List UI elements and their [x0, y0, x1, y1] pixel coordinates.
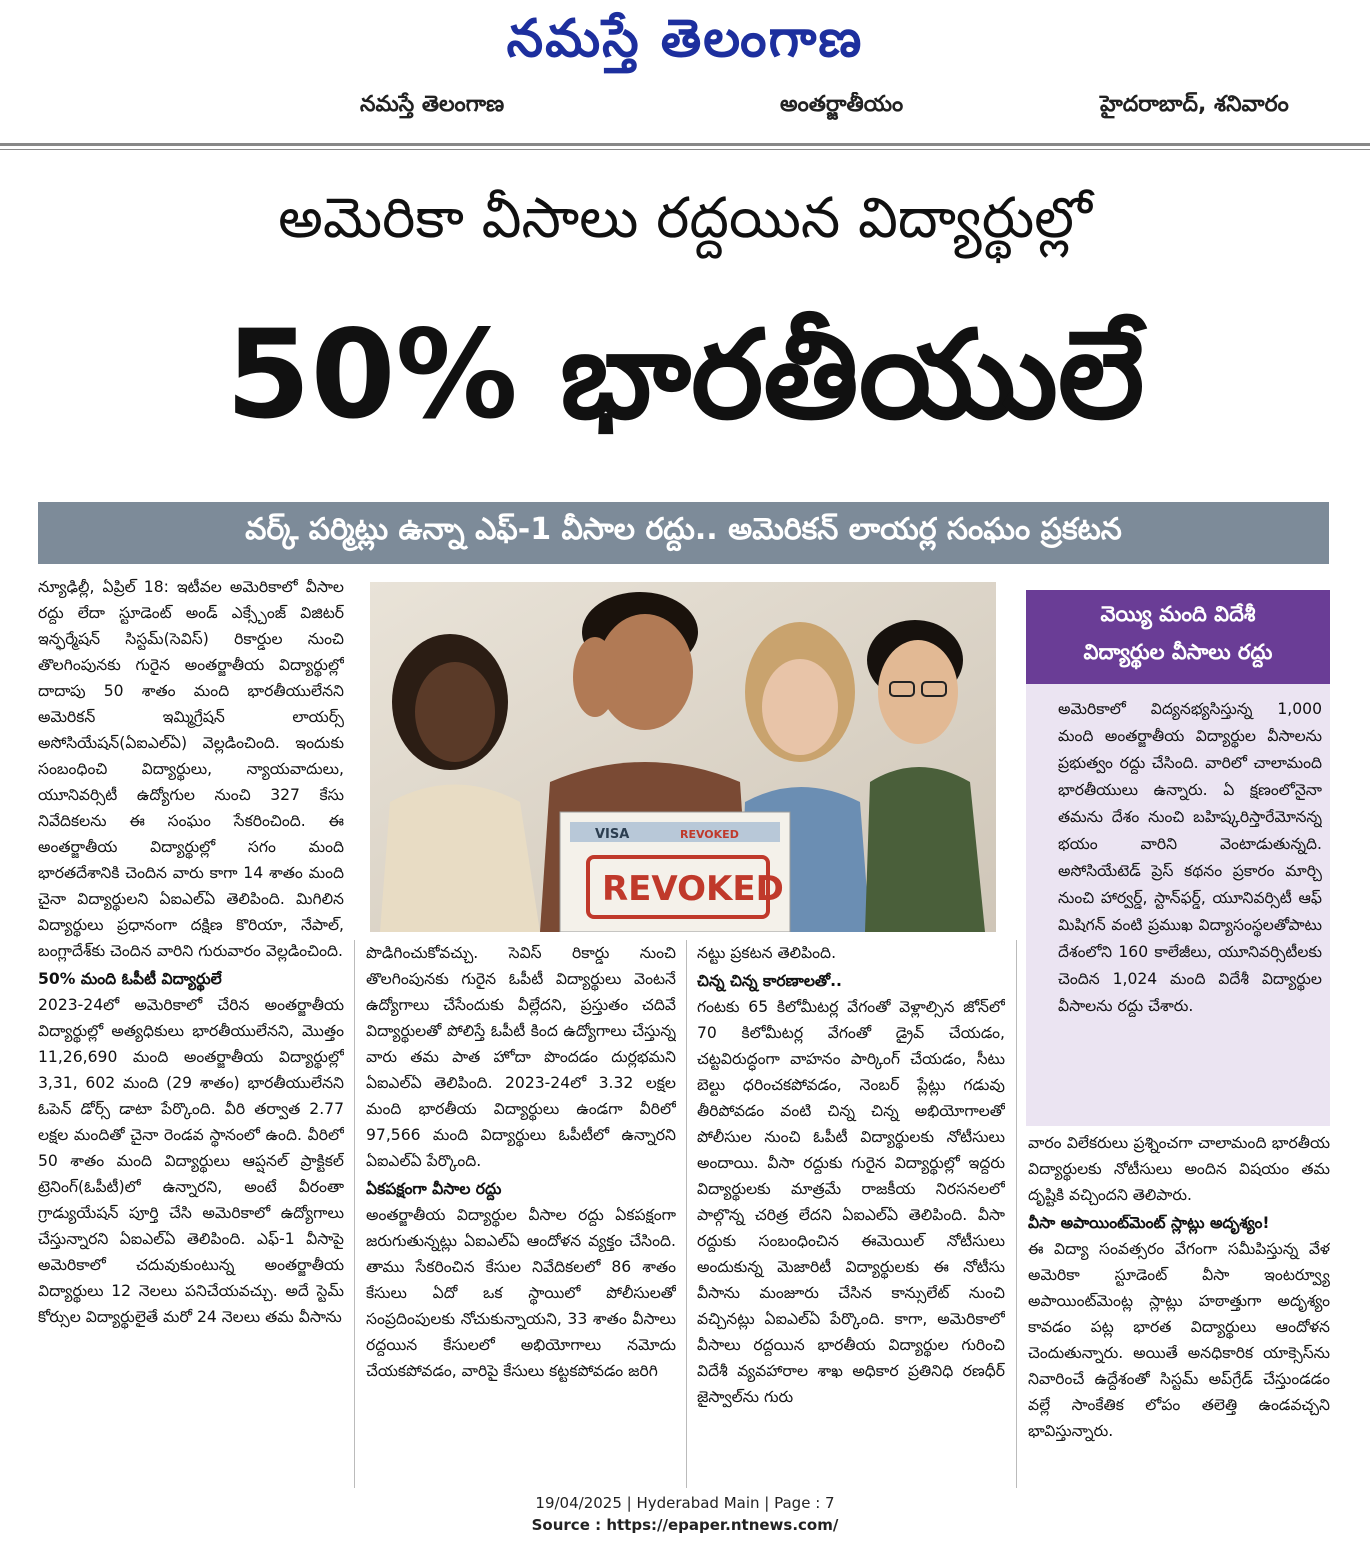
subheading: వీసా అపాయింట్‌మెంట్ స్లాట్లు అదృశ్యం!	[1028, 1214, 1270, 1232]
newspaper-logo: నమస్తే తెలంగాణ	[506, 8, 864, 69]
sidebar-heading-line-2: విద్యార్థుల వీసాలు రద్దు	[1083, 640, 1273, 664]
paragraph: 2023-24లో అమెరికాలో చేరిన అంతర్జాతీయ విద్యార్థుల్లో అత్యధికులు భారతీయులేనని, మొత్తం 11,26,690 మంది అంతర్జాతీయ విద్యార్థుల్లో 3,31, 602 మంది (29 శాతం) భారతీయులేనని ఓపెన్ డోర్స్ డాటా పేర్కొంది. వీరి తర్వాత 2.77 లక్షల మందితో చైనా రెండవ స్థానంలో ఉంది. వీరిలో 50 శాతం మంది విద్యార్థులు ఆప్షనల్ ప్రాక్టికల్ ట్రెనింగ్(ఓపీటీ)లో ఉన్నారని, అంటే వీరంతా గ్రాడ్యుయేషన్ పూర్తి చేసి అమెరికాలో ఉద్యోగాలు చేస్తున్నారని ఏఐఎల్ఏ తెలిపింది. ఎఫ్-1 వీసాపై అమెరికాలో చదువుకుంటున్న అంతర్జాతీయ విద్యార్థులు 12 నెలలు పనిచేయవచ్చు. అదే స్టెమ్ కోర్సుల విద్యార్థులైతే మరో 24 నెలలు తమ వీసాను	[38, 996, 344, 1326]
section-strip	[0, 92, 1370, 122]
subheading: ఏకపక్షంగా వీసాల రద్దు	[366, 1180, 502, 1198]
paragraph: గంటకు 65 కిలోమీటర్ల వేగంతో వెళ్లాల్సిన జోన్‌లో 70 కిలోమీటర్ల వేగంతో డ్రైవ్ చేయడం, చట్టవిరుద్ధంగా వాహనం పార్కింగ్ చేయడం, సీటు బెల్టు ధరించకపోవడం, నెంబర్ ప్లేట్లు గడువు తీరిపోవడం వంటి చిన్న చిన్న అభియోగాలతో పోలీసుల నుంచి ఓపీటీ విద్యార్థులకు నోటీసులు అందాయి. వీసా రద్దుకు గురైన విద్యార్థుల్లో ఇద్దరు విద్యార్థులకు మాత్రమే రాజకీయ నిరసనలలో పాల్గొన్న చరిత్ర లేదని ఏఐఎల్ఏ తెలిపింది. వీసా రద్దుకు సంబంధించిన ఈమెయిల్ నోటీసులు అందుకున్న మెజారిటీ విద్యార్థులకు ఈ నోటీసు వీసాను మంజూరు చేసిన కాన్సులేట్ నుంచి వచ్చినట్లు ఏఐఎల్ఏ పేర్కొంది. కాగా, అమెరికాలో వీసాలు రద్దయిన భారతీయ విద్యార్థుల గురించి విదేశీ వ్యవహారాల శాఖ అధికార ప్రతినిధి రణధీర్ జైస్వాల్‌ను గురు	[697, 998, 1005, 1406]
revoked-stamp: REVOKED	[602, 869, 784, 909]
masthead	[0, 0, 1370, 150]
paragraph: పొడిగించుకోవచ్చు. సెవిస్ రికార్డు నుంచి తొలగింపునకు గురైన ఓపీటీ విద్యార్థులు వెంటనే ఉద్యోగాలు చేసేందుకు వీల్లేదని, ప్రస్తుతం చదివే విద్యార్థులతో పోలిస్తే ఓపీటీ కింద ఉద్యోగాలు చేస్తున్న వారు తమ పాత హోదా పొందడం దుర్లభమని ఏఐఎల్ఏ తెలిపింది. 2023-24లో 3.32 లక్షల మంది భారతీయ విద్యార్థులు ఉండగా వీరిలో 97,566 మంది విద్యార్థులు ఓపీటీలో ఉన్నారని ఏఐఎల్ఏ పేర్కొంది.	[366, 944, 676, 1170]
paragraph: ఈ విద్యా సంవత్సరం వేగంగా సమీపిస్తున్న వేళ అమెరికా స్టూడెంట్ వీసా ఇంటర్వ్యూ అపాయింట్‌మెంట్ల స్లాట్లు హఠాత్తుగా అదృశ్యం కావడం పట్ల భారత విద్యార్థులు ఆందోళన చెందుతున్నారు. అయితే అనధికారిక యాక్సెస్‌ను నివారించే ఉద్దేశంతో సిస్టమ్ అప్‌గ్రేడ్ చేస్తుండడం వల్లే సాంకేతిక లోపం తలెత్తి ఉండవచ్చని భావిస్తున్నారు.	[1028, 1240, 1330, 1440]
article-column-4	[1028, 1130, 1330, 1486]
paragraph: అంతర్జాతీయ విద్యార్థుల వీసాల రద్దు ఏకపక్షంగా జరుగుతున్నట్లు ఏఐఎల్ఏ ఆందోళన వ్యక్తం చేసింది. తాము సేకరించిన కేసుల నివేదికలలో 86 శాతం కేసులు ఏదో ఒక స్థాయిలో పోలీసులతో సంప్రదింపులకు నోచుకున్నాయని, 33 శాతం వీసాలు రద్దయిన కేసులలో అభియోగాలు నమోదు చేయకపోవడం, వారిపై కేసులు కట్టకపోవడం జరిగి	[366, 1206, 676, 1380]
sidebar-heading-line-1: వెయ్యి మంది విదేశీ	[1100, 602, 1256, 626]
column-divider	[354, 940, 355, 1488]
strip-paper-name: నమస్తే తెలంగాణ	[360, 92, 505, 117]
article-photo	[370, 582, 996, 932]
article-subhead: వర్క్ పర్మిట్లు ఉన్నా ఎఫ్-1 వీసాల రద్దు.. అమెరికన్ లాయర్ల సంఘం ప్రకటన	[245, 512, 1122, 547]
strip-section-name: అంతర్జాతీయం	[780, 92, 904, 117]
masthead-rule	[0, 143, 1370, 146]
article-headline: 50% భారతీయులే	[225, 304, 1145, 446]
sidebar-text: అమెరికాలో విద్యనభ్యసిస్తున్న 1,000 మంది అంతర్జాతీయ విద్యార్థుల వీసాలను ప్రభుత్వం రద్దు చేసింది. వారిలో చాలామంది భారతీయులు ఉన్నారు. ఏ క్షణంలోనైనా తమను దేశం నుంచి బహిష్కరిస్తారేమోనన్న భయం వారిని వెంటాడుతున్నది. అసోసియేటెడ్ ప్రెస్ కథనం ప్రకారం మార్చి నుంచి హార్వర్డ్, స్టాన్‌ఫర్డ్, యూనివర్సిటీ ఆఫ్ మిషిగన్ వంటి ప్రముఖ విద్యాసంస్థలతోపాటు దేశంలోని 160 కాలేజీలు, యూనివర్సిటీలకు చెందిన 1,024 మంది విదేశీ విద్యార్థుల వీసాలను రద్దు చేశారు.	[1058, 700, 1322, 1015]
article-kicker: అమెరికా వీసాలు రద్దయిన విద్యార్థుల్లో	[278, 186, 1092, 251]
subhead-bar	[38, 502, 1329, 564]
visa-label: VISA	[595, 827, 630, 842]
page-footer	[0, 1492, 1370, 1536]
paragraph: వారం విలేకరులు ప్రశ్నించగా చాలామంది భారతీయ విద్యార్థులకు నోటీసులు అందిన విషయం తమ దృష్టికి వచ్చిందని తెలిపారు.	[1028, 1134, 1330, 1204]
masthead-rule-thin	[0, 149, 1370, 150]
strip-date: హైదరాబాద్, శనివారం	[1100, 92, 1289, 117]
footer-source-line: Source : https://epaper.ntnews.com/	[531, 1516, 839, 1534]
revoked-small-label: REVOKED	[680, 828, 739, 841]
paragraph: నట్టు ప్రకటన తెలిపింది.	[697, 944, 837, 962]
sidebar-body-box	[1026, 684, 1330, 1126]
subheading: చిన్న చిన్న కారణాలతో..	[697, 972, 842, 990]
article-column-2	[366, 940, 676, 1486]
footer-edition-line: 19/04/2025 | Hyderabad Main | Page : 7	[535, 1494, 835, 1512]
paragraph: న్యూఢిల్లీ, ఏప్రిల్ 18: ఇటీవల అమెరికాలో వీసాల రద్దు లేదా స్టూడెంట్ అండ్ ఎక్స్చేంజ్ విజిటర్ ఇన్ఫర్మేషన్ సిస్టమ్(సెవిస్) రికార్డుల నుంచి తొలగింపునకు గురైన అంతర్జాతీయ విద్యార్థుల్లో దాదాపు 50 శాతం మంది భారతీయులేనని అమెరికన్ ఇమ్మిగ్రేషన్ లాయర్స్ అసోసియేషన్(ఏఐఎల్ఏ) వెల్లడించింది. ఇందుకు సంబంధించి విద్యార్థులు, న్యాయవాదులు, యూనివర్సిటీ ఉద్యోగుల నుంచి 327 కేసు నివేదికలను ఈ సంఘం సేకరించింది. ఈ అంతర్జాతీయ విద్యార్థుల్లో సగం మంది భారతదేశానికి చెందిన వారు కాగా 14 శాతం మంది చైనా విద్యార్థులని ఏఐఎల్ఏ తెలిపింది. మిగిలిన విద్యార్థులు ప్రధానంగా దక్షిణ కొరియా, నేపాల్, బంగ్లాదేశ్‌కు చెందిన వారిని గురువారం వెల్లడించింది.	[38, 578, 344, 960]
sidebar-heading-box	[1026, 590, 1330, 684]
article-column-1	[38, 574, 344, 1486]
column-divider	[1016, 940, 1017, 1488]
students-photo-illustration	[370, 582, 996, 932]
column-divider	[686, 940, 687, 1488]
article-column-3	[697, 940, 1005, 1486]
subheading: 50% మంది ఓపీటీ విద్యార్థులే	[38, 970, 222, 988]
